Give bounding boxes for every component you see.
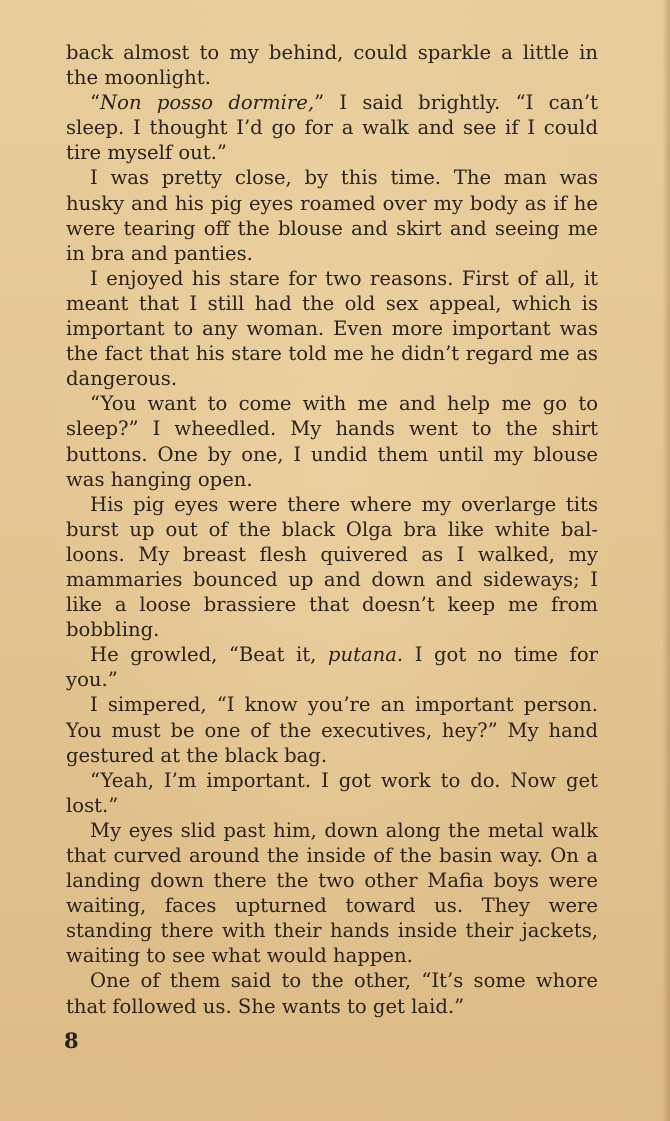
text-run: One of them said to the other, “It’s some whore that followed us. She wants to get laid.” xyxy=(66,969,598,1018)
paragraph xyxy=(66,266,598,391)
italic-text: Non posso dormire, xyxy=(100,91,315,115)
text-run: I got no time for you.” xyxy=(66,643,598,692)
paragraph xyxy=(66,818,598,969)
text-run: ” I said brightly. “I can’t sleep. I thought I’d go for a walk and see if I could tire myself out.” xyxy=(66,91,598,165)
text-run: back almost to my behind, could sparkle a little in the moonlight. xyxy=(66,41,598,90)
paragraph xyxy=(66,642,598,692)
text-run: I was pretty close, by this time. The man was husky and his pig eyes roamed over my body as if he were tearing off the blouse and skirt and seeing me in bra and panties. xyxy=(66,166,598,265)
paragraph xyxy=(66,40,598,90)
text-run: “You want to come with me and help me go to sleep?” I wheedled. My hands went to the shirt buttons. One by one, I undid them until my blouse was hanging open. xyxy=(66,392,598,491)
paragraph xyxy=(66,768,598,818)
paragraph xyxy=(66,968,598,1018)
italic-text: putana. xyxy=(327,643,404,667)
body-text xyxy=(66,40,598,1019)
paragraph xyxy=(66,165,598,265)
text-run: My eyes slid past him, down along the metal walk that curved around the inside of the basin way. On a landing down there the two other Mafia boys were waiting, faces upturned toward us. They were standing there with their hands inside their jackets, waiting to see what would happen. xyxy=(66,818,598,968)
paragraph xyxy=(66,692,598,767)
text-run: I enjoyed his stare for two reasons. First of all, it meant that I still had the old sex appeal, which is important to any woman. Even more important was the fact that his stare told me he didn’t regard me as dangerous. xyxy=(66,266,598,391)
text-run: His pig eyes were there where my overlarge tits burst up out of the black Olga bra like white bal-loons. My breast flesh quivered as I walked, my mammaries bounced up and down and sideways; I like a loose brassiere that doesn’t keep me from bobbling. xyxy=(66,492,598,642)
page-number: 8 xyxy=(64,1028,79,1053)
text-run: I simpered, “I know you’re an important person. You must be one of the executives, hey?” My hand gestured at the black bag. xyxy=(66,693,598,767)
text-run: “ xyxy=(90,91,101,115)
paragraph xyxy=(66,90,598,165)
text-run: “Yeah, I’m important. I got work to do. Now get lost.” xyxy=(66,768,598,817)
text-run: He growled, “Beat it, xyxy=(90,643,328,667)
paragraph xyxy=(66,391,598,491)
paragraph xyxy=(66,492,598,643)
